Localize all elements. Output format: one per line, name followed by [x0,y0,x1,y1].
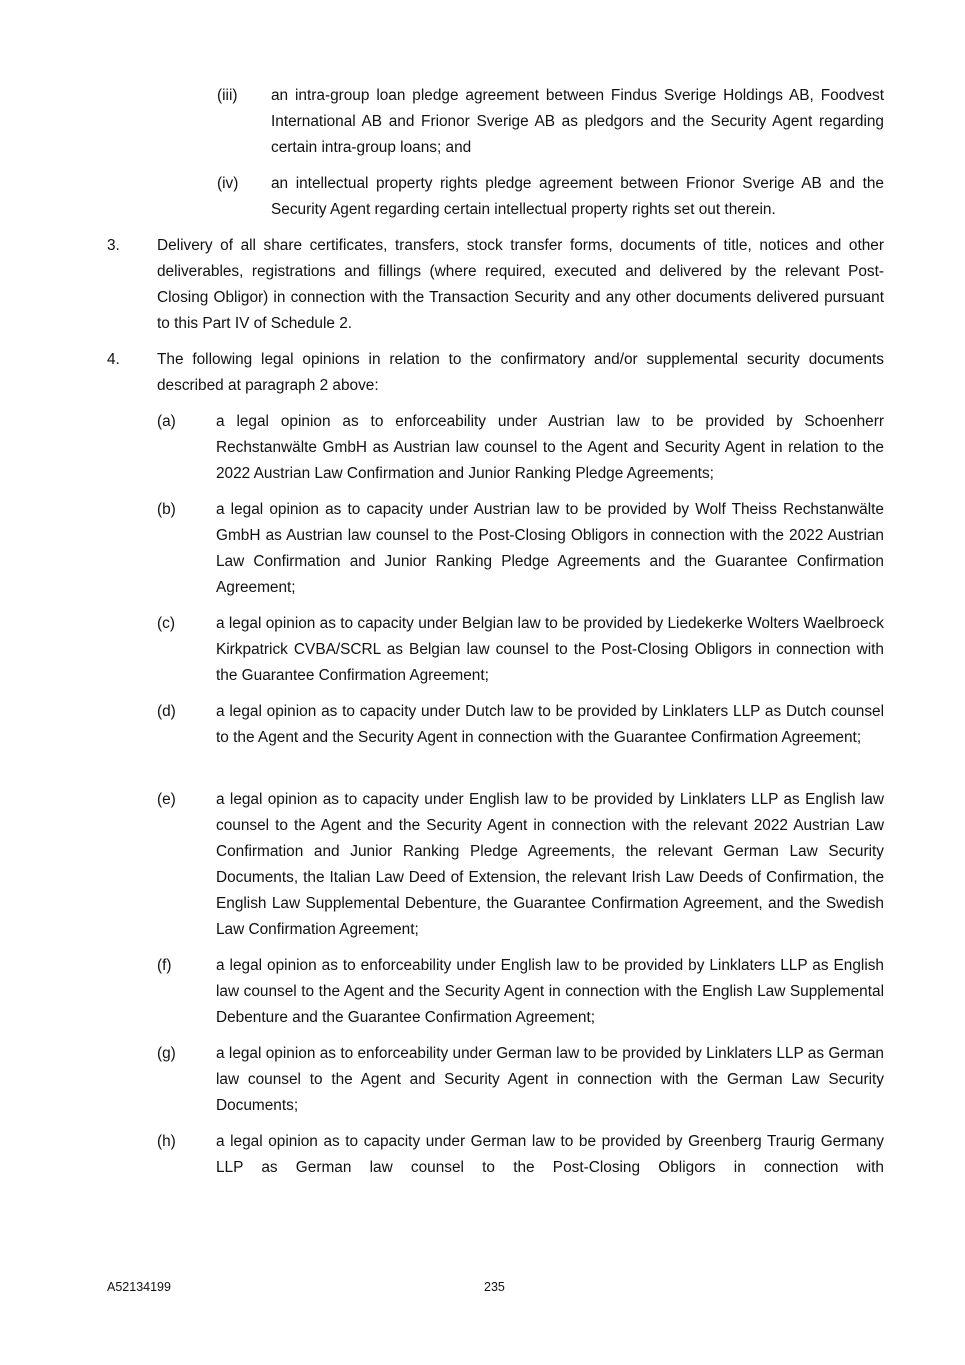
list-item-label: (iii) [217,87,238,104]
paragraph-number: 4. [107,351,120,368]
list-item-text: a legal opinion as to capacity under Belgian law to be provided by Liedekerke Wolters Waelbroeck Kirkpatrick CVBA/SCRL as Belgian law counsel to the Post-Closing Obligors in connection with the Guarantee Confirmation Agreement; [216,615,884,684]
numbered-paragraph [107,233,884,337]
list-item [157,497,884,601]
paragraph-text: Delivery of all share certificates, transfers, stock transfer forms, documents of title, notices and other deliverables, registrations and fillings (where required, executed and delivered by the relevant Post-Closing Obligor) in connection with the Transaction Security and any other documents delivered pursuant to this Part IV of Schedule 2. [157,237,884,332]
list-item [217,83,884,161]
list-item-text: a legal opinion as to capacity under English law to be provided by Linklaters LLP as English law counsel to the Agent and the Security Agent in connection with the relevant 2022 Austrian Law Confirmation and Junior Ranking Pledge Agreements, the relevant German Law Security Documents, the Italian Law Deed of Extension, the relevant Irish Law Deeds of Confirmation, the English Law Supplemental Debenture, the Guarantee Confirmation Agreement, and the Swedish Law Confirmation Agreement; [216,791,884,938]
list-item-label: (g) [157,1045,176,1062]
list-item-text: a legal opinion as to capacity under Austrian law to be provided by Wolf Theiss Rechstanwälte GmbH as Austrian law counsel to the Post-Closing Obligors in connection with the 2022 Austrian Law Confirmation and Junior Ranking Pledge Agreements and the Guarantee Confirmation Agreement; [216,501,884,596]
list-item-label: (c) [157,615,175,632]
list-item-label: (d) [157,703,176,720]
list-item [157,953,884,1031]
paragraph-text: The following legal opinions in relation to the confirmatory and/or supplemental security documents described at paragraph 2 above: [157,351,884,394]
paragraph-number: 3. [107,237,120,254]
list-item-label: (a) [157,413,176,430]
list-item-text: a legal opinion as to enforceability under Austrian law to be provided by Schoenherr Rechstanwälte GmbH as Austrian law counsel to the Agent and Security Agent in relation to the 2022 Austrian Law Confirmation and Junior Ranking Pledge Agreements; [216,413,884,482]
list-item-text: an intra-group loan pledge agreement between Findus Sverige Holdings AB, Foodvest International AB and Frionor Sverige AB as pledgors and the Security Agent regarding certain intra-group loans; and [271,87,884,156]
list-item-label: (f) [157,957,172,974]
list-item-label: (e) [157,791,176,808]
document-reference: A52134199 [107,1280,171,1294]
page-number: 235 [484,1280,505,1294]
list-item-text: an intellectual property rights pledge agreement between Frionor Sverige AB and the Security Agent regarding certain intellectual property rights set out therein. [271,175,884,218]
list-item-label: (b) [157,501,176,518]
list-item-label: (h) [157,1133,176,1150]
list-item [157,1129,884,1181]
list-item [157,1041,884,1119]
list-item-label: (iv) [217,175,239,192]
list-item [157,699,884,751]
list-item [157,611,884,689]
list-item [157,787,884,943]
list-item-text: a legal opinion as to capacity under Dutch law to be provided by Linklaters LLP as Dutch counsel to the Agent and the Security Agent in connection with the Guarantee Confirmation Agreement; [216,703,884,746]
list-item [217,171,884,223]
list-item-text: a legal opinion as to capacity under German law to be provided by Greenberg Traurig Germany LLP as German law counsel to the Post-Closing Obligors in connection with [216,1133,884,1176]
list-item-text: a legal opinion as to enforceability under German law to be provided by Linklaters LLP as German law counsel to the Agent and Security Agent in connection with the German Law Security Documents; [216,1045,884,1114]
list-item [157,409,884,487]
numbered-paragraph [107,347,884,399]
list-item-text: a legal opinion as to enforceability under English law to be provided by Linklaters LLP as English law counsel to the Agent and the Security Agent in connection with the English Law Supplemental Debenture and the Guarantee Confirmation Agreement; [216,957,884,1026]
